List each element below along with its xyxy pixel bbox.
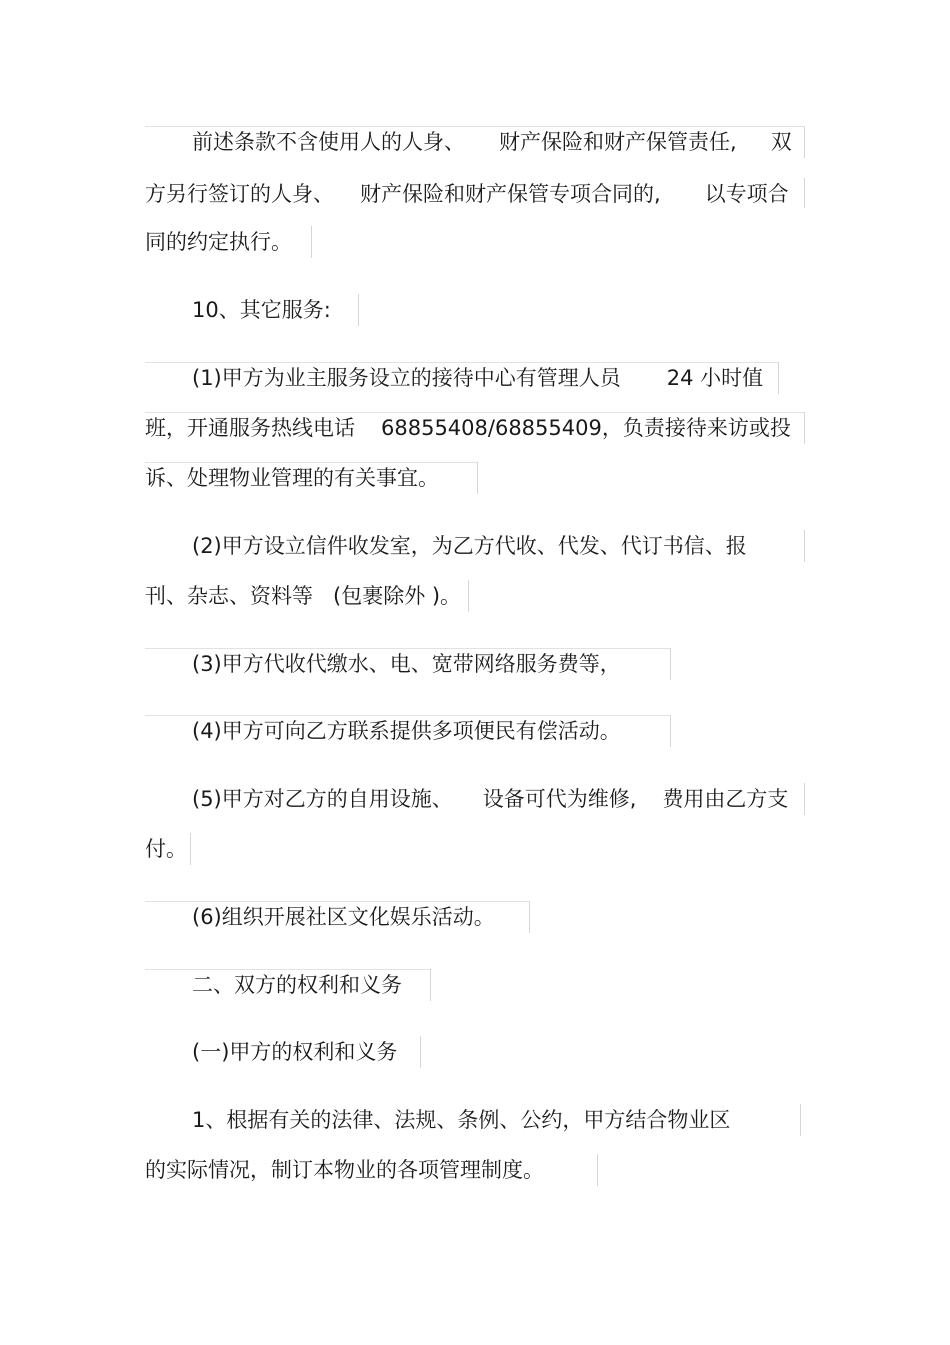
paragraph-7-line-2: 付。 [145, 837, 187, 861]
rule-artifact [420, 1036, 421, 1068]
rule-artifact [670, 648, 671, 680]
rule-artifact [800, 1104, 801, 1136]
rule-artifact [145, 715, 670, 716]
text-segment: 68855408/68855409，负责接待来访或投 [381, 416, 791, 440]
text-segment: 费用由乙方支 [662, 787, 789, 811]
paragraph-11-line-2: 的实际情况，制订本物业的各项管理制度。 [145, 1158, 544, 1182]
rule-artifact [778, 362, 779, 394]
rule-artifact [430, 969, 431, 1001]
paragraph-1-line-3: 同的约定执行。 [145, 230, 292, 254]
rule-artifact [468, 580, 469, 612]
rule-artifact [804, 412, 805, 444]
rule-artifact [145, 901, 529, 902]
rule-artifact [804, 530, 805, 562]
text-segment: 财产保险和财产保管责任, [499, 130, 737, 154]
text-segment: 班，开通服务热线电话 [145, 416, 355, 440]
paragraph-1-line-1 [192, 128, 792, 158]
paragraph-11-line-1: 1、根据有关的法律、法规、条例、公约，甲方结合物业区 [192, 1108, 731, 1132]
rule-artifact [597, 1154, 598, 1186]
rule-artifact [529, 901, 530, 933]
rule-artifact [145, 969, 430, 970]
text-segment: 前述条款不含使用人的人身、 [192, 130, 465, 154]
rule-artifact [477, 462, 478, 494]
paragraph-8-line-1: (6)组织开展社区文化娱乐活动。 [192, 905, 495, 929]
text-segment: (包裹除外 )。 [333, 584, 462, 608]
rule-artifact [145, 462, 477, 463]
rule-artifact [145, 648, 670, 649]
rule-artifact [358, 294, 359, 326]
paragraph-4-line-1: (2)甲方设立信件收发室，为乙方代收、代发、代订书信、报 [192, 534, 747, 558]
paragraph-4-line-2 [145, 582, 461, 612]
subsection-heading-party-a: (一)甲方的权利和义务 [192, 1040, 398, 1064]
paragraph-3-line-2 [145, 414, 791, 444]
text-segment: 设备可代为维修, [482, 787, 637, 811]
text-segment: (1)甲方为业主服务设立的接待中心有管理人员 [192, 366, 621, 390]
rule-artifact [145, 412, 805, 413]
paragraph-1-line-2 [145, 180, 789, 210]
text-segment: 双 [770, 130, 792, 154]
paragraph-6-line-1: (4)甲方可向乙方联系提供多项便民有偿活动。 [192, 719, 621, 743]
text-segment: (5)甲方对乙方的自用设施、 [192, 787, 453, 811]
text-segment: 24 小时值 [666, 366, 764, 390]
rule-artifact [804, 178, 805, 208]
text-segment: 财产保险和财产保管专项合同的, [360, 182, 661, 206]
rule-artifact [190, 833, 191, 865]
paragraph-5-line-1: (3)甲方代收代缴水、电、宽带网络服务费等， [192, 652, 621, 676]
rule-artifact [145, 126, 805, 127]
rule-artifact [804, 783, 805, 815]
text-segment: 方另行签订的人身、 [145, 182, 334, 206]
paragraph-2-line-1: 10、其它服务: [192, 298, 331, 322]
rule-artifact [670, 715, 671, 747]
text-segment: 刊、杂志、资料等 [145, 584, 313, 608]
section-heading-rights-obligations: 二、双方的权利和义务 [192, 973, 402, 997]
paragraph-7-line-1 [192, 785, 788, 815]
paragraph-3-line-1 [192, 364, 763, 394]
rule-artifact [311, 226, 312, 258]
paragraph-3-line-3: 诉、处理物业管理的有关事宜。 [145, 466, 439, 490]
rule-artifact [145, 362, 778, 363]
rule-artifact [804, 126, 805, 158]
text-segment: 以专项合 [704, 182, 789, 206]
